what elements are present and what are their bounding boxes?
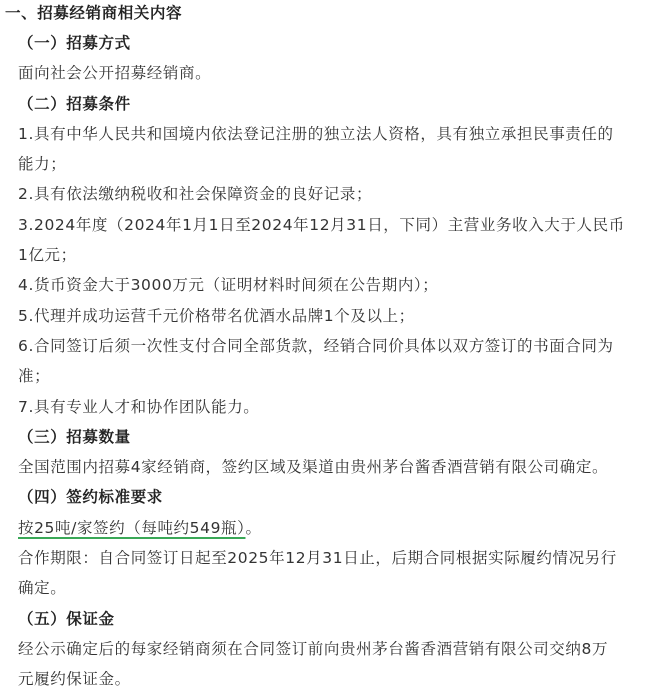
paragraph-recruitment-method: 面向社会公开招募经销商。 (18, 64, 212, 83)
condition-line: 2.具有依法缴纳税收和社会保障资金的良好记录； (18, 185, 373, 204)
cooperation-period-line: 确定。 (18, 579, 67, 598)
subsection-title-recruitment-quantity: （三）招募数量 (18, 427, 131, 446)
paragraph-recruitment-quantity: 全国范围内招募4家经销商，签约区域及渠道由贵州茅台酱香酒营销有限公司确定。 (18, 458, 609, 477)
section-title: 一、招募经销商相关内容 (5, 4, 183, 22)
paragraph-signing-standard (18, 513, 650, 543)
signing-standard-underlined-text: 按25吨/家签约（每吨约549瓶） (18, 518, 246, 537)
condition-line: 准； (18, 367, 51, 386)
condition-line: 能力； (18, 155, 67, 174)
condition-line: 1.具有中华人民共和国境内依法登记注册的独立法人资格，具有独立承担民事责任的 (18, 124, 614, 143)
subsection-title-deposit: （五）保证金 (18, 609, 115, 628)
condition-line: 6.合同签订后须一次性支付合同全部货款，经销合同价具体以双方签订的书面合同为 (18, 336, 614, 355)
condition-line: 5.代理并成功运营千元价格带名优酒水品牌1个及以上； (18, 306, 415, 325)
condition-line: 1亿元； (18, 246, 77, 265)
signing-standard-tail: 。 (245, 518, 262, 537)
deposit-line: 经公示确定后的每家经销商须在合同签订前向贵州茅台酱香酒营销有限公司交纳8万 (18, 639, 609, 658)
subsection-title-recruitment-method: （一）招募方式 (18, 34, 131, 52)
cooperation-period-line: 合作期限：自合同签订日起至2025年12月31日止，后期合同根据实际履约情况另行 (18, 549, 617, 568)
subsection-title-recruitment-conditions: （二）招募条件 (18, 94, 131, 113)
deposit-line: 元履约保证金。 (18, 670, 131, 689)
condition-line: 3.2024年度（2024年1月1日至2024年12月31日，下同）主营业务收入大于人民币 (18, 215, 625, 234)
condition-line: 7.具有专业人才和协作团队能力。 (18, 397, 260, 416)
subsection-title-signing-standard: （四）签约标准要求 (18, 488, 163, 507)
condition-line: 4.货币资金大于3000万元（证明材料时间须在公告期内）； (18, 276, 439, 295)
